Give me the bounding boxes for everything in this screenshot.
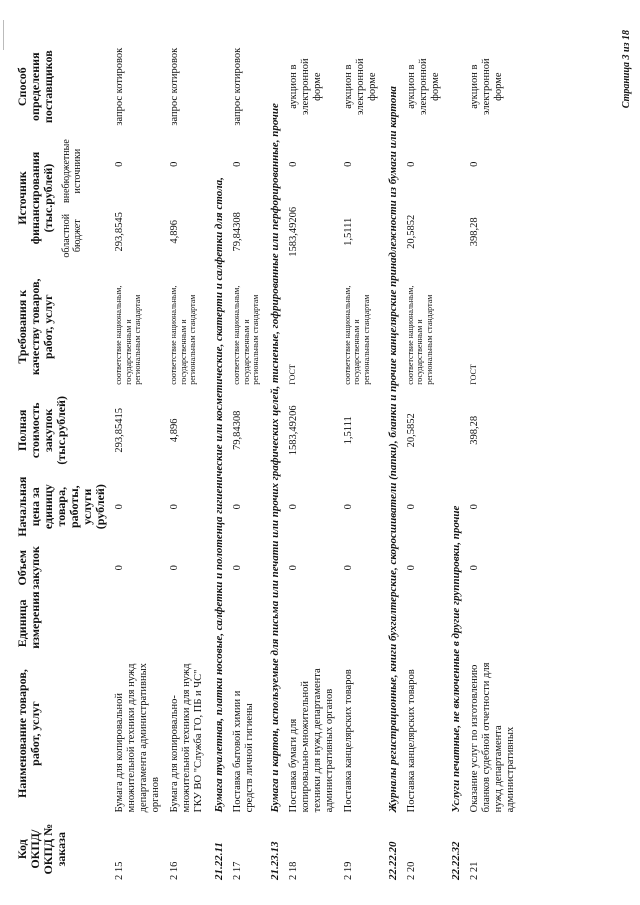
group-code: 22.22.20: [386, 841, 399, 880]
cell-funding-regional: 1,5111: [342, 217, 354, 246]
cell-price: 0: [342, 504, 354, 510]
cell-name: Оказание услуг по изготовлению бланков судебной отчетности для нужд департамента административных: [468, 662, 516, 813]
cell-method: аукцион в электронной форме: [468, 58, 504, 115]
cell-code: 2 16: [169, 861, 180, 880]
cell-name: Поставка канцелярских товаров: [342, 669, 354, 813]
cell-funding-extra: 0: [405, 161, 417, 167]
cell-volume: 0: [405, 565, 417, 571]
cell-funding-extra: 0: [114, 161, 125, 167]
cell-name: Бумага для копировально-множительной техники для нужд ГКУ ВО "Служба ГО, ПБ и ЧС": [169, 663, 204, 813]
procurement-table: [14, 43, 519, 883]
cell-volume: 0: [114, 565, 125, 571]
table-row: [227, 43, 263, 883]
cell-price: 0: [232, 504, 243, 510]
cell-total: 20,5852: [405, 413, 417, 448]
cell-total: 1,5111: [342, 416, 354, 445]
cell-total: 293,85415: [114, 408, 125, 453]
cell-name: Поставка канцелярских товаров: [405, 669, 417, 813]
cell-method: запрос котировок: [169, 47, 180, 126]
cell-name: Поставка бытовой химии и средств личной гигиены: [232, 690, 255, 813]
group-code: 21.23.13: [268, 841, 281, 880]
cell-code: 2 21: [468, 861, 480, 880]
header-funding-title: Источник финансирования (тыс.рублей): [15, 151, 55, 245]
cell-method: аукцион в электронной форме: [287, 58, 323, 115]
group-row: [381, 43, 401, 883]
group-name: Бумага и картон, используемые для письма или печати или прочих графических целей, тисненые, гофрированные или перфорированные, прочие: [268, 103, 281, 813]
cell-funding-regional: 79,84308: [232, 212, 243, 252]
cell-price: 0: [468, 504, 480, 510]
cell-unit: [338, 595, 381, 652]
cell-code: 2 18: [287, 861, 299, 880]
cell-unit: [464, 595, 519, 652]
cell-total: 398,28: [468, 415, 480, 445]
cell-total: 1583,49206: [287, 405, 299, 456]
cell-requirements: соответствие национальным, государственным и региональным стандартам: [342, 285, 371, 385]
group-row: [444, 43, 464, 883]
cell-funding-regional: 1583,49206: [287, 206, 299, 257]
group-name: Услуги печатные, не включенные в другие группировки, прочие: [449, 505, 462, 813]
cell-volume: 0: [169, 565, 180, 571]
cell-unit: [164, 595, 207, 652]
table-row: [283, 43, 338, 883]
cell-requirements: соответствие национальным, государственным и региональным стандартам: [232, 285, 260, 385]
header-total: Полная стоимость закупок (тыс.рублей): [15, 396, 68, 465]
cell-funding-extra: 0: [232, 161, 243, 167]
table-row: [464, 43, 519, 883]
header-name: Наименование товаров, работ, услуг: [15, 669, 42, 798]
cell-volume: 0: [468, 565, 480, 571]
cell-funding-extra: 0: [169, 161, 180, 167]
cell-name: Поставка бумаги для копировально-множительной техники для нужд департамента административных органов: [287, 668, 335, 813]
group-name: Журналы регистрационные, книги бухгалтерские, скоросшиватели (папки), бланки и прочие канцелярские принадлежности из бумаги или картона: [386, 86, 399, 813]
table-row: [401, 43, 444, 883]
header-funding: [14, 130, 109, 265]
cell-funding-extra: 0: [468, 161, 480, 167]
cell-code: 2 19: [342, 861, 354, 880]
cell-funding-regional: 20,5852: [405, 214, 417, 249]
cell-method: аукцион в электронной форме: [405, 58, 441, 115]
cell-unit: [109, 595, 164, 652]
cell-unit: [401, 595, 444, 652]
cell-total: 79,84308: [232, 410, 243, 451]
header-funding-extra: внебюджетные источники: [61, 139, 83, 203]
cell-code: 2 15: [114, 861, 125, 880]
table-row: [338, 43, 381, 883]
cell-code: 2 17: [232, 861, 243, 880]
cell-name: Бумага для копировальной множительной техники для нужд департамента административных органов: [114, 663, 161, 813]
cell-requirements: соответствие национальным, государственным и региональным стандартам: [405, 285, 434, 385]
cell-price: 0: [405, 504, 417, 510]
header-funding-sub: [61, 133, 83, 262]
header-row: [14, 43, 109, 883]
cell-requirements: ГОСТ: [468, 364, 478, 385]
cell-total: 4,896: [169, 418, 180, 443]
page-number: Страница 3 из 18: [621, 30, 632, 109]
group-code: 21.22.11: [213, 842, 225, 880]
table-row: [109, 43, 164, 883]
header-unit: Единица измерения: [15, 591, 42, 649]
header-volume: Объем закупок: [15, 546, 42, 590]
cell-unit: [227, 595, 263, 652]
header-price: Начальная цена за единицу товара, работы, услуги (рублей): [15, 476, 107, 537]
cell-code: 2 20: [405, 861, 417, 880]
cell-price: 0: [114, 504, 125, 510]
cell-price: 0: [287, 504, 299, 510]
cell-requirements: соответствие национальным, государственным и региональным стандартам: [114, 285, 142, 385]
table-row: [164, 43, 207, 883]
table-body: [109, 43, 519, 883]
header-code: Код ОКПД/ ОКПД № заказа: [15, 823, 68, 875]
cell-requirements: соответствие национальным, государственным и региональным стандартам: [169, 285, 197, 385]
group-code: 22.22.32: [449, 841, 462, 880]
cell-funding-regional: 293,8545: [114, 212, 125, 252]
cell-method: запрос котировок: [114, 47, 125, 126]
cell-method: запрос котировок: [232, 47, 243, 126]
header-method: Способ определения поставщиков: [15, 50, 55, 124]
cell-funding-regional: 398,28: [468, 217, 480, 247]
cell-method: аукцион в электронной форме: [342, 58, 378, 115]
cell-funding-regional: 4,896: [169, 220, 180, 244]
header-funding-regional: областной бюджет: [61, 213, 83, 258]
cell-volume: 0: [232, 565, 243, 571]
header-requirements: Требования к качеству товаров, работ, услуг: [15, 278, 55, 375]
group-row: [263, 43, 283, 883]
cell-volume: 0: [342, 565, 354, 571]
group-row: [207, 43, 227, 883]
cell-funding-extra: 0: [342, 161, 354, 167]
cell-volume: 0: [287, 565, 299, 571]
cell-requirements: ГОСТ: [287, 364, 297, 385]
cell-unit: [283, 595, 338, 652]
cell-price: 0: [169, 504, 180, 510]
cell-funding-extra: 0: [287, 161, 299, 167]
group-name: Бумага туалетная, платки носовые, салфетки и полотенца гигиенические или косметические, скатерти и салфетки для стола,: [213, 177, 225, 813]
